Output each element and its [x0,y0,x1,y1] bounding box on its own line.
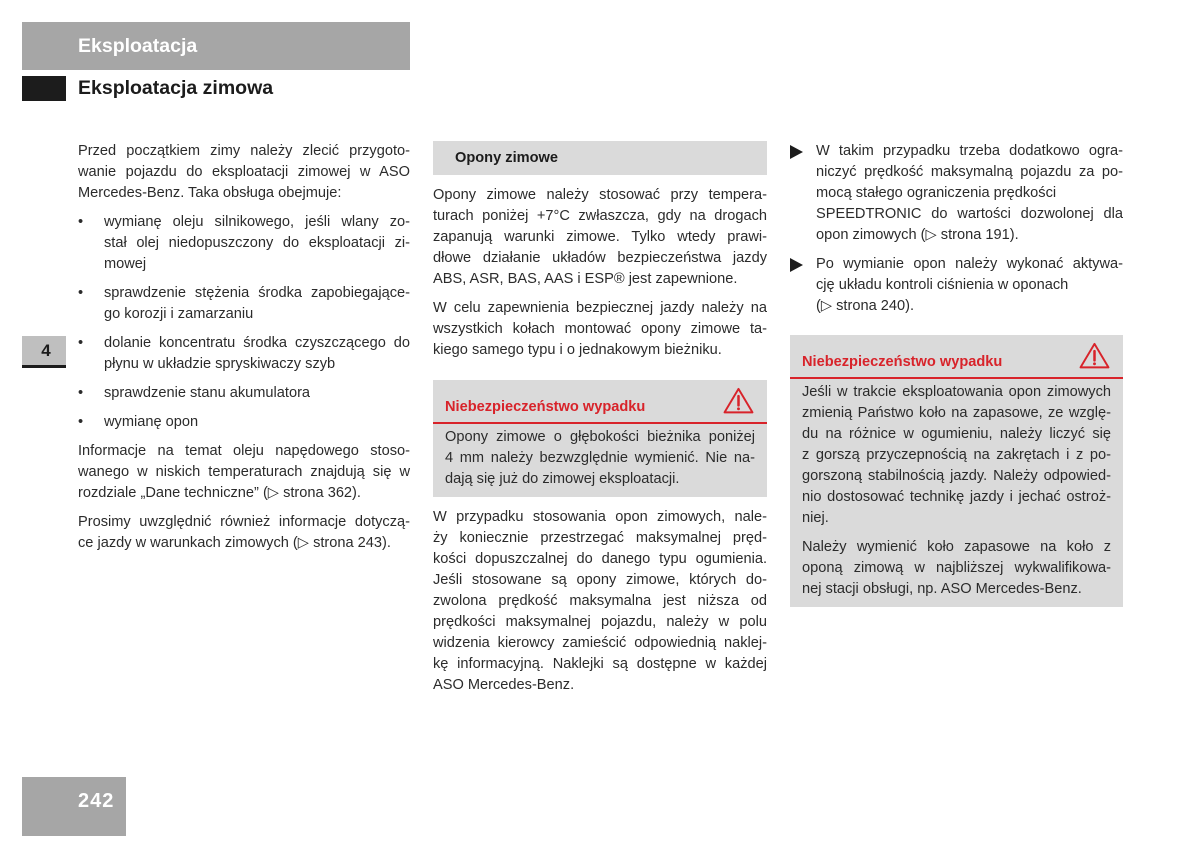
warning-triangle-icon [723,387,754,414]
bullet-text [104,283,410,325]
text-line: Opony zimowe o głębokości bieżnika poniżej [445,429,755,445]
warning-title: Niebezpieczeństwo wypadku [445,399,646,415]
winter-tyres-paragraph-2 [433,298,767,361]
arrow-bullet-icon [790,145,803,159]
chapter-title: Eksploatacja [78,35,198,57]
text-line: sprawdzenie stanu akumulatora [104,385,311,401]
accident-warning-box [790,335,1123,607]
text-line: Należy wymienić koło zapasowe na koło z [802,539,1111,555]
text-line: wanego w niskich temperaturach znajdują się w [78,464,410,480]
bullet-text [104,412,410,433]
chapter-tab-number: 4 [41,341,51,360]
text-line: Prosimy uwzględnić również informacje dotyczą- [78,514,410,530]
section-title: Eksploatacja zimowa [78,77,274,99]
text-line: turach poniżej +7°C zwłaszcza, gdy na drogach [433,208,767,224]
warning-triangle-icon [1079,342,1110,369]
text-line: zapanują warunki zimowe. Tylko wtedy prawi- [433,229,767,245]
bullet-item-washer-fluid [78,333,410,375]
text-line: dłowe działanie układów bezpieczeństwa jazdy [433,250,767,266]
bullet-dot-icon: • [78,214,84,230]
step-text [816,254,1123,317]
page-number-box [22,777,126,836]
text-line: cję układu kontroli ciśnienia w oponach [816,277,1069,293]
instruction-step-tyre-pressure [790,254,1123,317]
bullet-dot-icon: • [78,414,84,430]
text-line: płynu w układzie spryskiwaczy szyb [104,356,336,372]
chapter-header-bar [22,22,410,70]
bullet-dot-icon: • [78,385,84,401]
text-line: W celu zapewnienia bezpiecznej jazdy należy na [433,300,767,316]
bullet-item-engine-oil [78,212,410,275]
diesel-note-paragraph [78,441,410,504]
text-line: kiego samego typu i o jednakowym bieżniku. [433,342,722,358]
left-column [78,141,410,562]
text-line: ABS, ASR, BAS, AAS i ESP® jest zapewnione. [433,271,738,287]
bullet-item-tyres [78,412,410,433]
text-line: opon zimowych (▷ strona 191). [816,227,1019,243]
text-line: nej stacji obsługi, np. ASO Mercedes-Benz. [802,581,1082,597]
text-line: du na różnice w ogumieniu, należy liczyć się [802,426,1111,442]
bullet-item-battery [78,383,410,404]
text-line: W przypadku stosowania opon zimowych, nale- [433,509,767,525]
text-line: nio dostosować technikę jazdy i jechać ostroż- [802,489,1111,505]
accident-warning-box [433,380,767,497]
warning-text [802,537,1111,600]
text-line: gorszoną stabilnością jazdy. Należy odpowied- [802,468,1111,484]
bullet-text [104,333,410,375]
text-line: z gorszą przyczepnością na zakrętach i z po- [802,447,1111,463]
speed-limit-paragraph [433,507,767,696]
text-line: mocą stałego ograniczenia prędkości [816,185,1057,201]
bullet-dot-icon: • [78,335,84,351]
warning-header [790,335,1123,379]
text-line: Jeśli w trakcie eksploatowania opon zimowych [802,384,1111,400]
bullet-text [104,212,410,275]
text-line: Informacje na temat oleju napędowego stoso- [78,443,410,459]
text-line: mowej [104,256,147,272]
text-line: sprawdzenie stężenia środka zapobiegające- [104,285,410,301]
arrow-bullet-icon [790,258,803,272]
warning-text [445,427,755,490]
warning-body [790,379,1123,607]
page-number: 242 [78,790,115,812]
text-line: zmienią Państwo koło na zapasowe, ze wzglę- [802,405,1111,421]
text-line: ży koniecznie przestrzegać maksymalnej pręd- [433,530,767,546]
bullet-dot-icon: • [78,285,84,301]
text-line: niej. [802,510,829,526]
text-line: dolanie koncentratu środka czyszczącego do [104,335,410,351]
text-line: kę informacyjną. Naklejki są dostępne w każdej [433,656,767,672]
bullet-text [104,383,410,404]
text-line: ce jazdy w warunkach zimowych (▷ strona 243). [78,535,391,551]
intro-paragraph [78,141,410,204]
text-line: Mercedes-Benz. Taka obsługa obejmuje: [78,185,342,201]
middle-column [433,141,767,704]
text-line: go korozji i zamarzaniu [104,306,254,322]
text-line: wanie pojazdu do eksploatacji zimowej w ASO [78,164,410,180]
warning-text [802,382,1111,529]
chapter-tab [22,336,66,368]
winter-tyres-paragraph-1 [433,185,767,290]
text-line: prędkości maksymalnej pojazdu, należy w polu [433,614,767,630]
instruction-step-speedtronic [790,141,1123,246]
winter-driving-note-paragraph [78,512,410,554]
text-line: Opony zimowe należy stosować przy tempera- [433,187,767,203]
winter-tyres-subheading: Opony zimowe [433,141,767,175]
text-line: rozdziale „Dane techniczne” (▷ strona 362). [78,485,361,501]
text-line: 4 mm należy bezwzględnie wymienić. Nie na- [445,450,755,466]
text-line: Po wymianie opon należy wykonać aktywa- [816,256,1123,272]
warning-title: Niebezpieczeństwo wypadku [802,354,1003,370]
text-line: Jeśli stosowane są opony zimowe, których do- [433,572,767,588]
text-line: oponą zimową w najbliższej wykwalifikowa- [802,560,1111,576]
text-line: ASO Mercedes-Benz. [433,677,575,693]
text-line: widzenia kierowcy zamieścić odpowiednią naklej- [433,635,767,651]
text-line: (▷ strona 240). [816,298,915,314]
text-line: wszystkich kołach montować opony zimowe ta- [433,321,767,337]
text-line: kości dopuszczalnej do danego typu ogumienia. [433,551,767,567]
text-line: zwolona prędkość maksymalna jest niższa od [433,593,767,609]
text-line: SPEEDTRONIC do wartości dozwolonej dla [816,206,1123,222]
warning-body [433,424,767,497]
warning-header [433,380,767,424]
bullet-item-coolant [78,283,410,325]
text-line: Przed początkiem zimy należy zlecić przygoto- [78,143,410,159]
text-line: dają się już do zimowej eksploatacji. [445,471,680,487]
text-line: wymianę opon [104,414,199,430]
text-line: W takim przypadku trzeba dodatkowo ogra- [816,143,1123,159]
text-line: wymianę oleju silnikowego, jeśli wlany zo- [104,214,410,230]
right-column [790,141,1123,607]
text-line: stał olej niedopuszczony do eksploatacji zi- [104,235,410,251]
section-marker-bar [22,76,66,101]
text-line: niczyć prędkość maksymalną pojazdu za po- [816,164,1123,180]
step-text [816,141,1123,246]
